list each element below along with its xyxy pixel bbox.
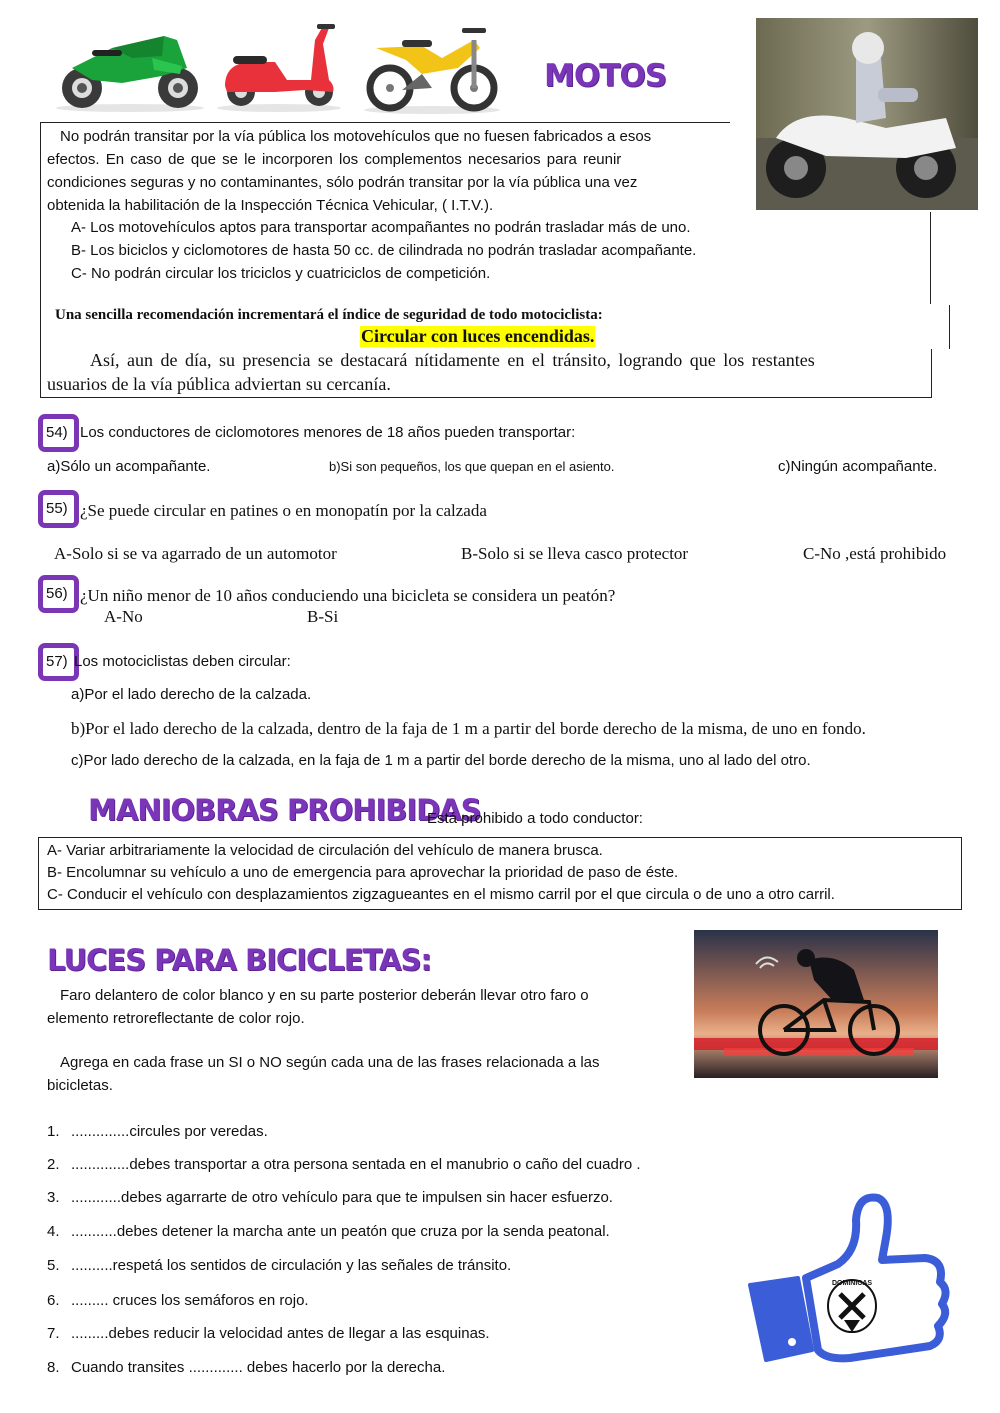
luces-title: LUCES PARA BICICLETAS: [47, 943, 431, 977]
list-item-number: 1. [47, 1123, 60, 1140]
page-title: MOTOS [544, 58, 667, 94]
question-54-option-c[interactable]: c)Ningún acompañante. [778, 458, 938, 475]
recommendation-text: Una sencilla recomendación incrementará el índice de seguridad de todo motociclista: [55, 307, 603, 323]
question-56-number: 56) [38, 575, 79, 613]
question-56-option-b[interactable]: B-Si [307, 607, 339, 626]
intro-line-2: efectos. En caso de que se le incorporen los complementos necesarios para reunir [47, 151, 622, 168]
list-item-text[interactable]: ............debes agarrarte de otro vehículo para que te impulsen sin hacer esfuerzo. [71, 1189, 613, 1206]
red-scooter-icon [215, 20, 343, 112]
list-item-number: 4. [47, 1223, 60, 1240]
question-54-option-a[interactable]: a)Sólo un acompañante. [47, 458, 211, 475]
maniobras-subtitle: Está prohibido a todo conductor: [427, 810, 643, 827]
maniobras-item-b: B- Encolumnar su vehículo a uno de emergencia para aprovechar la prioridad de paso de éste. [47, 864, 679, 881]
highlight-text: Circular con luces encendidas. [361, 326, 595, 346]
question-54-text: Los conductores de ciclomotores menores de 18 años pueden transportar: [80, 424, 576, 441]
maniobras-item-c: C- Conducir el vehículo con desplazamientos zigzagueantes en el mismo carril por el que circula o de uno a otro carril. [47, 886, 835, 903]
list-item-text[interactable]: ...........debes detener la marcha ante un peatón que cruza por la senda peatonal. [71, 1223, 610, 1240]
question-57-option-b[interactable]: b)Por el lado derecho de la calzada, dentro de la faja de 1 m a partir del borde derecho de la misma, de uno en fondo. [71, 719, 866, 738]
cyclist-lights-photo [694, 930, 938, 1078]
list-item-text[interactable]: ......... cruces los semáforos en rojo. [71, 1292, 309, 1309]
intro-line-3: condiciones seguras y no contaminantes, sólo podrán transitar por la vía pública una vez [47, 174, 638, 191]
question-54-option-b[interactable]: b)Si son pequeños, los que quepan en el asiento. [329, 459, 615, 474]
list-item-text[interactable]: ..............circules por veredas. [71, 1123, 268, 1140]
luces-desc-line-2: elemento retroreflectante de color rojo. [47, 1010, 305, 1027]
question-55-number: 55) [38, 490, 79, 528]
question-54-number: 54) [38, 414, 79, 452]
question-56-option-a[interactable]: A-No [104, 607, 143, 626]
list-item-number: 6. [47, 1292, 60, 1309]
list-item-number: 5. [47, 1257, 60, 1274]
rule-c: C- No podrán circular los triciclos y cuatriciclos de competición. [71, 265, 491, 282]
badge-text: DOMINICAS [832, 1280, 873, 1287]
motorcycle-rider-photo [756, 18, 978, 210]
yellow-dirtbike-icon [362, 18, 502, 114]
list-item-text[interactable]: .........debes reducir la velocidad antes de llegar a las esquinas. [71, 1325, 490, 1342]
question-57-number: 57) [38, 643, 79, 681]
question-57-option-a[interactable]: a)Por el lado derecho de la calzada. [71, 686, 312, 703]
list-item-text[interactable]: ..........respetá los sentidos de circulación y las señales de tránsito. [71, 1257, 512, 1274]
intro-top-border [40, 122, 730, 123]
question-55-option-a[interactable]: A-Solo si se va agarrado de un automotor [54, 544, 337, 563]
intro-line-1: No podrán transitar por la vía pública los motovehículos que no fuesen fabricados a esos [60, 128, 652, 145]
list-item-number: 2. [47, 1156, 60, 1173]
question-56-text: ¿Un niño menor de 10 años conduciendo una bicicleta se considera un peatón? [80, 586, 616, 605]
list-item-text[interactable]: Cuando transites ............. debes hacerlo por la derecha. [71, 1359, 446, 1376]
presence-line-1: Así, aun de día, su presencia se destacará nítidamente en el tránsito, logrando que los restantes [90, 350, 815, 370]
maniobras-title: MANIOBRAS PROHIBIDAS [88, 793, 481, 827]
question-55-text: ¿Se puede circular en patines o en monopatín por la calzada [80, 501, 487, 520]
list-item-number: 7. [47, 1325, 60, 1342]
question-55-option-c[interactable]: C-No ,está prohibido [803, 544, 947, 563]
intro-left-border [40, 122, 41, 305]
list-item-number: 3. [47, 1189, 60, 1206]
rule-a: A- Los motovehículos aptos para transportar acompañantes no podrán trasladar más de uno. [71, 219, 691, 236]
list-item-number: 8. [47, 1359, 60, 1376]
list-item-text[interactable]: ..............debes transportar a otra persona sentada en el manubrio o caño del cuadro . [71, 1156, 641, 1173]
question-55-option-b[interactable]: B-Solo si se lleva casco protector [461, 544, 689, 563]
luces-instruction-line-1: Agrega en cada frase un SI o NO según cada una de las frases relacionada a las [60, 1054, 600, 1071]
rule-b: B- Los biciclos y ciclomotores de hasta 50 cc. de cilindrada no podrán trasladar acompañante. [71, 242, 697, 259]
luces-instruction-line-2: bicicletas. [47, 1077, 113, 1094]
luces-desc-line-1: Faro delantero de color blanco y en su parte posterior deberán llevar otro faro o [60, 987, 589, 1004]
question-57-text: Los motociclistas deben circular: [74, 653, 291, 670]
intro-line-4: obtenida la habilitación de la Inspección Técnica Vehicular, ( I.T.V.). [47, 197, 494, 214]
rules-right-border [930, 212, 931, 304]
maniobras-item-a: A- Variar arbitrariamente la velocidad de circulación del vehículo de manera brusca. [47, 842, 603, 859]
presence-line-2: usuarios de la vía pública adviertan su cercanía. [47, 374, 391, 394]
green-sportbike-icon [52, 28, 207, 112]
question-57-option-c[interactable]: c)Por lado derecho de la calzada, en la faja de 1 m a partir del borde derecho de la misma, uno al lado del otro. [71, 752, 811, 769]
